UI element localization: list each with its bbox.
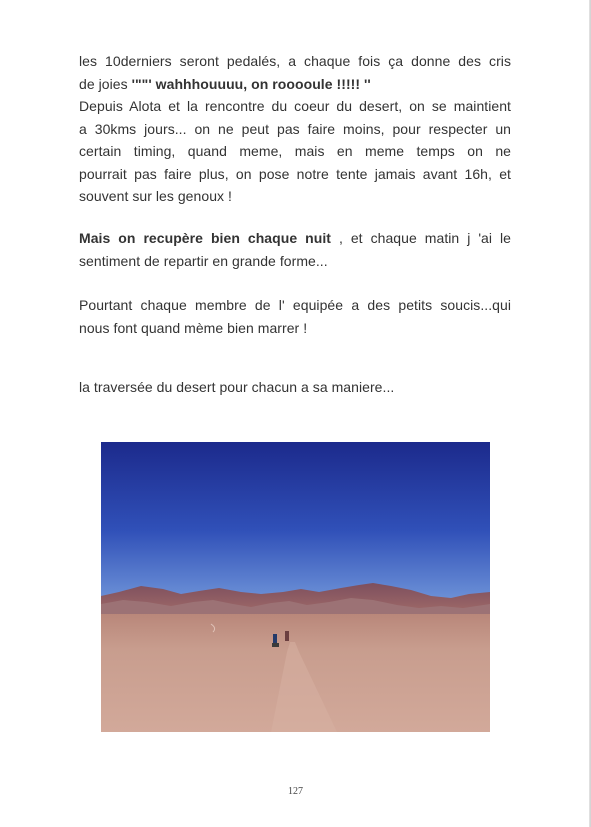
paragraph-3 (79, 294, 511, 339)
text-line: la traversée du desert pour chacun a sa maniere... (79, 379, 395, 395)
text-line (79, 73, 511, 96)
exclamation-bold-text: '""' wahhhouuuu, on rooooule !!!!! '' (131, 75, 371, 92)
text-line: Pourtant chaque membre de l' equipée a des petits soucis...qui (79, 297, 511, 313)
text-line: les 10derniers seront pedalés, a chaque fois ça donne des cris (79, 53, 511, 69)
sky (101, 442, 490, 602)
paragraph-2 (79, 227, 511, 272)
paragraph-1 (79, 50, 511, 208)
paragraph-4 (79, 376, 511, 399)
text-line: certain timing, quand meme, mais en meme temps on ne (79, 143, 511, 159)
text-line: souvent sur les genoux ! (79, 188, 232, 204)
text-line (79, 227, 511, 250)
text-line-segment: de joies (79, 75, 132, 92)
text-line: sentiment de repartir en grande forme... (79, 252, 328, 269)
text-line: a 30kms jours... on ne peut pas faire moins, pour respecter un (79, 120, 511, 137)
text-line: pourrait pas faire plus, on pose notre tente jamais avant 16h, et (79, 165, 511, 182)
text-line-segment: , et chaque matin j 'ai le (331, 230, 511, 246)
desert-photo (101, 442, 490, 732)
text-line: nous font quand mème bien marrer ! (79, 319, 308, 336)
page-number: 127 (288, 786, 303, 797)
bold-phrase: Mais on recupère bien chaque nuit (79, 230, 331, 246)
text-line: Depuis Alota et la rencontre du coeur du desert, on se maintient (79, 98, 511, 114)
